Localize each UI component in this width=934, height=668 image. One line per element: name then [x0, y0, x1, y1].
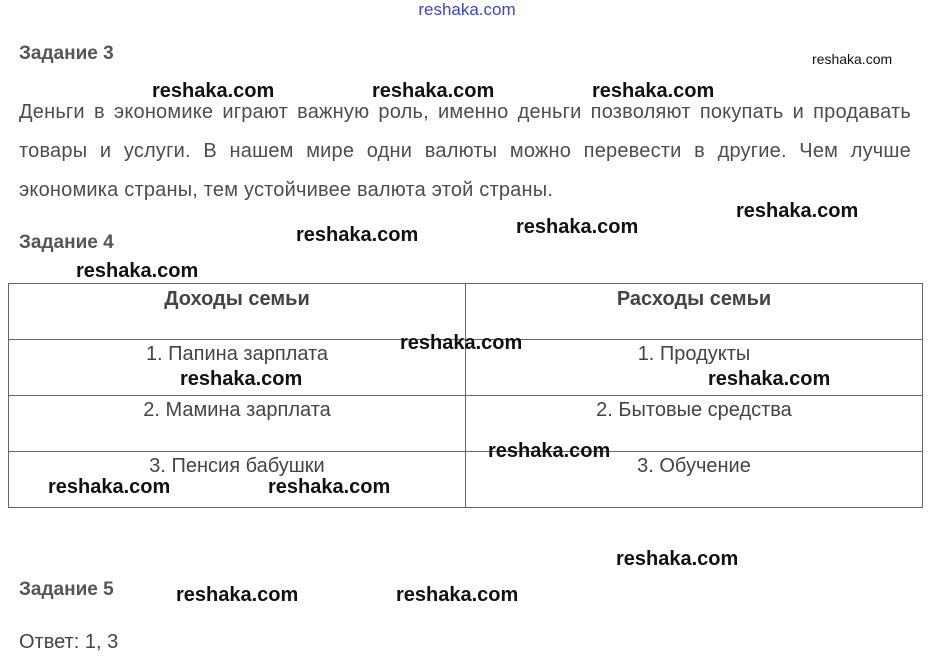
column-header-income: Доходы семьи — [9, 284, 466, 340]
watermark: reshaka.com — [268, 476, 391, 498]
task5-answer: Ответ: 1, 3 — [19, 631, 119, 653]
watermark: reshaka.com — [180, 368, 303, 390]
watermark: reshaka.com — [616, 548, 739, 570]
table-cell: 1. Папина зарплата — [9, 340, 466, 396]
site-header-link[interactable]: reshaka.com — [418, 0, 516, 19]
column-header-expense: Расходы семьи — [466, 284, 923, 340]
task5-heading: Задание 5 — [19, 579, 114, 600]
watermark: reshaka.com — [396, 584, 519, 606]
income-expense-table — [8, 283, 923, 508]
watermark: reshaka.com — [176, 584, 299, 606]
table-cell: 2. Бытовые средства — [466, 396, 923, 452]
task3-text: Деньги в экономике играют важную роль, именно деньги позволяют покупать и продавать товары и услуги. В нашем мире одни валюты можно перевести в другие. Чем лучше экономика страны, тем устойчивее валюта этой страны. — [19, 101, 911, 201]
watermark: reshaka.com — [296, 224, 419, 246]
table-cell: 3. Обучение — [466, 452, 923, 508]
watermark: reshaka.com — [488, 440, 611, 462]
watermark: reshaka.com — [736, 200, 859, 222]
table-cell: 1. Продукты — [466, 340, 923, 396]
table-row — [9, 396, 923, 452]
table-cell: 2. Мамина зарплата — [9, 396, 466, 452]
task3-heading: Задание 3 — [19, 43, 114, 64]
watermark: reshaka.com — [48, 476, 171, 498]
watermark: reshaka.com — [592, 80, 715, 102]
watermark: reshaka.com — [400, 332, 523, 354]
watermark: reshaka.com — [516, 216, 639, 238]
watermark: reshaka.com — [372, 80, 495, 102]
task4-heading: Задание 4 — [19, 232, 114, 253]
watermark: reshaka.com — [708, 368, 831, 390]
watermark: reshaka.com — [152, 80, 275, 102]
table-cell: 3. Пенсия бабушки — [9, 452, 466, 508]
watermark: reshaka.com — [76, 260, 199, 282]
watermark: reshaka.com — [812, 51, 893, 67]
